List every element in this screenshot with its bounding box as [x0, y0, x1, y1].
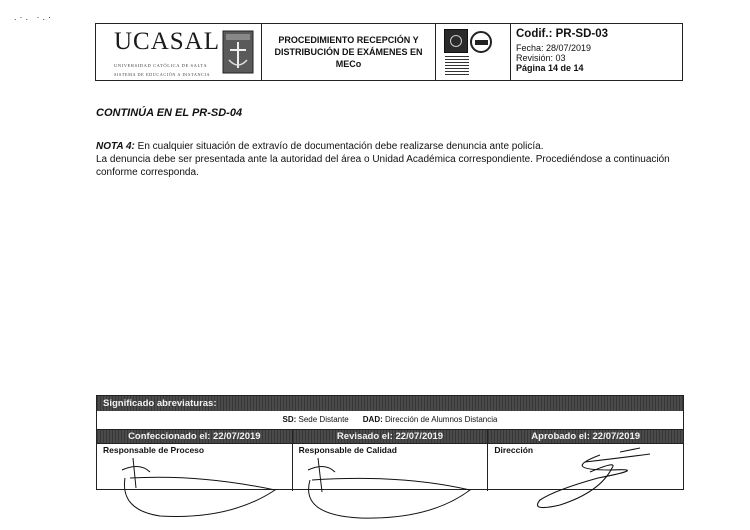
- document-code: Codif.: PR-SD-03: [516, 28, 608, 40]
- certification-cell: [436, 24, 511, 80]
- abbrev-value-sd: Sede Distante: [296, 415, 349, 424]
- certification-seal-icon: [445, 56, 469, 76]
- process-owner-label: Responsable de Proceso: [103, 445, 205, 455]
- scan-artifact: .·. ·.·: [14, 12, 54, 22]
- quality-owner-cell: [293, 444, 489, 491]
- university-crest-icon: [222, 30, 254, 74]
- abbrev-key-sd: SD:: [282, 415, 297, 424]
- approval-table: [96, 395, 684, 490]
- dates-row: [97, 430, 683, 444]
- abbrev-key-dad: DAD:: [362, 415, 383, 424]
- approved-date: Aprobado el: 22/07/2019: [488, 430, 683, 443]
- quality-owner-label: Responsable de Calidad: [298, 445, 397, 455]
- page-number: Página 14 de 14: [516, 63, 584, 73]
- responsibles-row: [97, 444, 683, 491]
- direction-cell: [488, 444, 683, 491]
- prepared-date: Confeccionado el: 22/07/2019: [97, 430, 293, 443]
- ucasal-logo-text: UCASAL: [114, 28, 221, 55]
- abbreviations-row: [97, 411, 683, 430]
- iqnet-certification-icon: [470, 31, 492, 53]
- logo-subtitle-university: UNIVERSIDAD CATÓLICA DE SALTA: [114, 63, 208, 68]
- procedure-title: PROCEDIMIENTO RECEPCIÓN Y DISTRIBUCIÓN DE EXÁMENES EN MECo: [274, 35, 423, 69]
- iram-certification-icon: [444, 29, 468, 53]
- continues-note: CONTINÚA EN EL PR-SD-04: [96, 107, 243, 119]
- note-text: En cualquier situación de extravío de documentación debe realizarse denuncia ante policía.: [134, 141, 544, 152]
- document-revision: Revisión: 03: [516, 53, 566, 63]
- document-header: [95, 23, 683, 81]
- logo-subtitle-system: SISTEMA DE EDUCACIÓN A DISTANCIA: [114, 72, 211, 77]
- abbrev-value-dad: Dirección de Alumnos Distancia: [382, 415, 498, 424]
- abbreviations-title: Significado abreviaturas:: [97, 396, 683, 411]
- note-4: [96, 140, 696, 179]
- process-owner-cell: [97, 444, 293, 491]
- document-date: Fecha: 28/07/2019: [516, 43, 592, 53]
- reviewed-date: Revisado el: 22/07/2019: [293, 430, 489, 443]
- logo-cell: [96, 24, 262, 80]
- code-cell: [511, 24, 682, 80]
- title-cell: [262, 24, 436, 80]
- direction-label: Dirección: [494, 445, 534, 455]
- note-text-2: La denuncia debe ser presentada ante la autoridad del área o Unidad Académica correspondiente. Procediéndose a continuación conforme corresponda.: [96, 154, 670, 178]
- note-label: NOTA 4:: [96, 141, 135, 152]
